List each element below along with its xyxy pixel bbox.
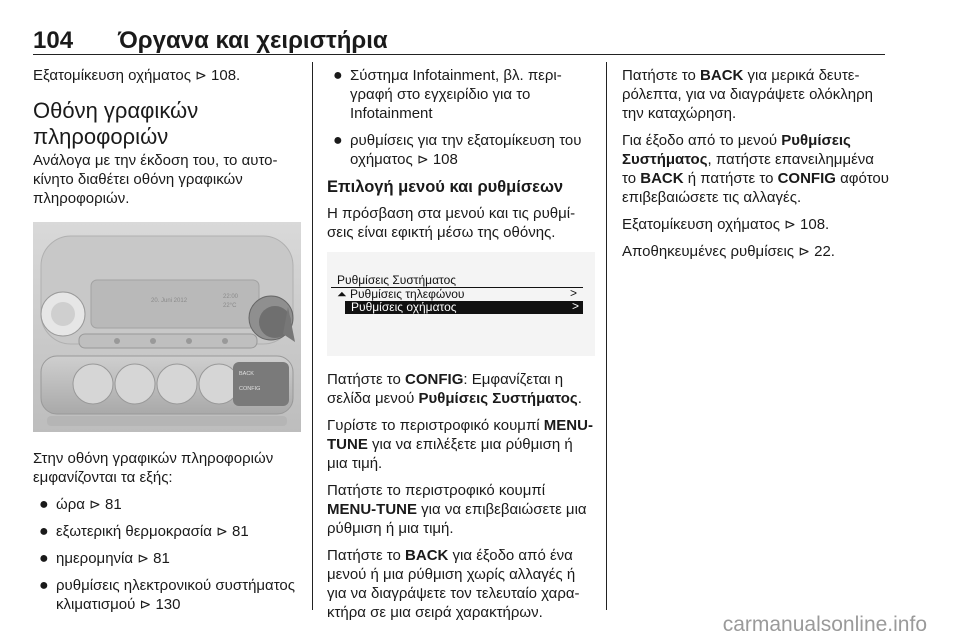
dashboard-photo — [33, 222, 301, 432]
paragraph: Πατήστε το CONFIG: Εμφανίζεται η σελίδα μενού Ρυθμίσεις Συστήματος. — [327, 371, 582, 407]
page-reference-link[interactable]: 108. — [211, 67, 241, 84]
reference-arrow-icon: ⊳ — [798, 243, 810, 259]
page-reference-link[interactable]: 130 — [155, 596, 181, 613]
menu-item-vehicle-settings-selected: Ρυθμίσεις οχήματος > — [345, 301, 583, 314]
chevron-right-icon: > — [569, 286, 577, 300]
page-reference-link[interactable]: 81 — [105, 496, 122, 513]
column-1 — [33, 66, 301, 622]
page-reference-link[interactable]: 81 — [231, 523, 249, 540]
config-button-label: CONFIG — [239, 386, 261, 392]
cross-reference: Εξατομίκευση οχήματος ⊳ 108. — [622, 216, 830, 233]
subsection-heading: Επιλογή μενού και ρυθμίσεων — [327, 178, 564, 196]
reference-arrow-icon: ⊳ — [137, 550, 149, 566]
page-header-title: Όργανα και χειριστήρια — [118, 27, 388, 54]
list-item: ● ρυθμίσεις ηλεκτρονικού συστήματος κλιματισμού ⊳ 130 — [39, 577, 296, 613]
lcd-date: 20. Juni 2012 — [151, 298, 188, 304]
list-item: ● ώρα ⊳ 81 — [39, 496, 122, 513]
paragraph: Πατήστε το BACK για έξοδο από ένα μενού ή μια ρύθμιση χωρίς αλλαγές ή για να διαγράψετε τον τελευταίο χαρακτήρα σε μια σειρά χαρακτήρων. — [327, 547, 580, 621]
header-rule — [33, 54, 885, 55]
paragraph: Ανάλογα με την έκδοση του, το αυτοκίνητο διαθέτει οθόνη γραφικών πληροφοριών. — [33, 152, 278, 207]
paragraph: Γυρίστε το περιστροφικό κουμπί MENU-TUNE για να επιλέξετε μια ρύθμιση ή μια τιμή. — [327, 417, 593, 472]
reference-arrow-icon: ⊳ — [139, 596, 152, 612]
page-reference-link[interactable]: 22. — [814, 243, 835, 260]
column-divider — [312, 62, 313, 610]
paragraph: Πατήστε το BACK για μερικά δευτερόλεπτα, για να διαγράψετε ολόκληρη την καταχώρηση. — [622, 67, 873, 122]
section-heading: Οθόνη γραφικών πληροφοριών — [33, 98, 199, 149]
menu-item-phone-settings: ⏶ Ρυθμίσεις τηλεφώνου > — [337, 286, 577, 301]
paragraph: Πατήστε το περιστροφικό κουμπί MENU-TUNE για να επιβεβαιώσετε μια ρύθμιση ή μια τιμή. — [327, 482, 587, 537]
column-divider — [606, 62, 607, 610]
lcd-time: 22:00 — [223, 294, 239, 300]
paragraph: Η πρόσβαση στα μενού και τις ρυθμίσεις είναι εφικτή μέσω της οθόνης. — [327, 205, 576, 241]
paragraph: Για έξοδο από το μενού Ρυθμίσεις Συστήματος, πατήστε επανειλημμένα το BACK ή πατήστε το CONFIG αφότου επιβεβαιώσετε τις αλλαγές. — [622, 132, 889, 206]
back-button-label: BACK — [239, 371, 254, 377]
cross-reference: Εξατομίκευση οχήματος ⊳ 108. — [33, 67, 241, 84]
page-number: 104 — [33, 27, 74, 54]
reference-arrow-icon: ⊳ — [216, 523, 228, 539]
chevron-right-icon: > — [571, 299, 579, 313]
reference-arrow-icon: ⊳ — [89, 496, 101, 512]
page-reference-link[interactable]: 108 — [432, 151, 458, 168]
page-reference-link[interactable]: 108. — [800, 216, 830, 233]
list-item: ● Σύστημα Infotainment, βλ. περιγραφή στο εγχειρίδιο για το Infotainment — [333, 67, 562, 122]
reference-arrow-icon: ⊳ — [195, 67, 207, 83]
reference-arrow-icon: ⊳ — [416, 151, 429, 167]
paragraph: Στην οθόνη γραφικών πληροφοριών εμφανίζονται τα εξής: — [33, 450, 274, 486]
list-item: ● ρυθμίσεις για την εξατομίκευση του οχήματος ⊳ 108 — [333, 132, 582, 168]
page-reference-link[interactable]: 81 — [153, 550, 170, 567]
up-arrow-icon: ⏶ — [337, 287, 347, 301]
menu-title: Ρυθμίσεις Συστήματος — [331, 274, 583, 288]
column-2 — [327, 66, 595, 630]
menu-screenshot — [327, 252, 595, 356]
cross-reference: Αποθηκευμένες ρυθμίσεις ⊳ 22. — [622, 243, 835, 260]
list-item: ● ημερομηνία ⊳ 81 — [39, 550, 170, 567]
list-item: ● εξωτερική θερμοκρασία ⊳ 81 — [39, 523, 249, 540]
reference-arrow-icon: ⊳ — [784, 216, 796, 232]
lcd-temperature: 22°C — [223, 303, 237, 309]
footer-watermark: carmanualsonline.info — [722, 613, 927, 636]
column-3 — [622, 66, 890, 269]
